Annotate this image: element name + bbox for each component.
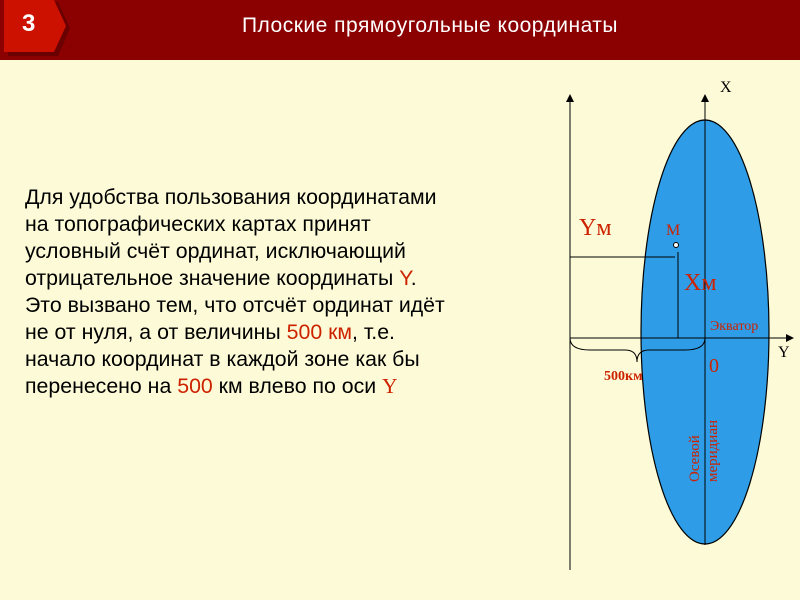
- point-m-label: M: [666, 222, 681, 239]
- equator-label: Экватор: [710, 319, 759, 334]
- offset-500km-label: 500км: [604, 369, 643, 384]
- slide-title: Плоские прямоугольные координаты: [241, 14, 619, 37]
- highlight-500: 500: [177, 374, 213, 398]
- meridian-label-line2: меридиан: [705, 419, 721, 482]
- highlight-500km: 500 км: [286, 320, 353, 344]
- axis-y-label: Y: [778, 344, 790, 361]
- body-text-part2: . Это вызвано тем, что отсчёт ординат идёт не от нуля, а от величины: [25, 266, 445, 344]
- highlight-y-letter: Y: [399, 266, 411, 290]
- body-text-part1: Для удобства пользования координатами на топографических картах принят условный счёт ординат, исключающий отрицательное значение координаты: [25, 185, 437, 290]
- axis-x-label: X: [720, 79, 732, 96]
- slide-number: 3: [22, 10, 36, 37]
- body-text-part4: км влево по оси: [212, 374, 383, 398]
- origin-label: 0: [709, 355, 719, 377]
- point-m-marker: [674, 243, 679, 248]
- meridian-label-line1: Осевой: [687, 435, 703, 482]
- body-text-part3: , т.е. начало координат в каждой зоне как бы перенесено на: [25, 320, 420, 398]
- xm-label: Xм: [684, 270, 717, 296]
- ym-label: Yм: [579, 215, 612, 241]
- highlight-y-axis: Y: [382, 374, 398, 398]
